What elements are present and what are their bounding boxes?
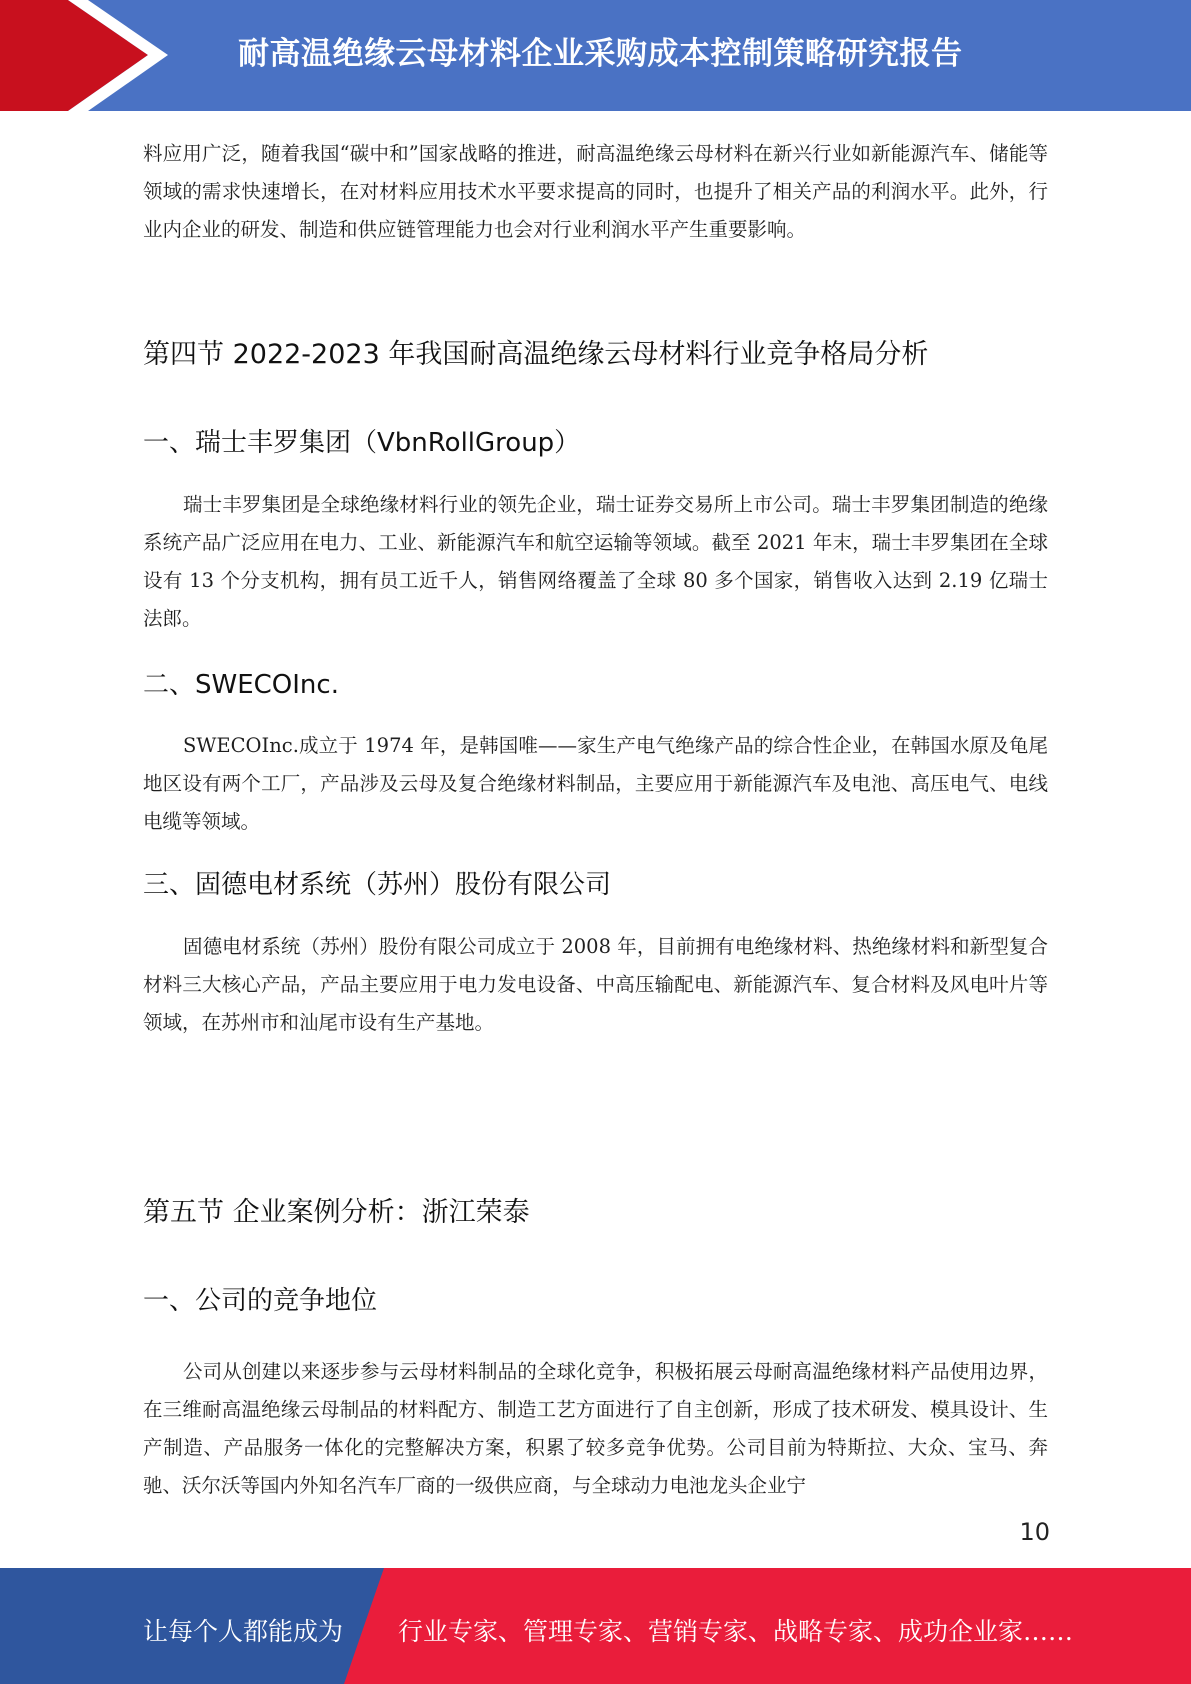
section-5-title: 第五节 企业案例分析：浙江荣泰 xyxy=(143,1197,530,1228)
subsection-competitive-position-text: 公司从创建以来逐步参与云母材料制品的全球化竞争，积极拓展云母耐高温绝缘材料产品使用边界，在三维耐高温绝缘云母制品的材料配方、制造工艺方面进行了自主创新，形成了技术研发、模具设计、生产制造、产品服务一体化的完整解决方案，积累了较多竞争优势。公司目前为特斯拉、大众、宝马、奔驰、沃尔沃等国内外知名汽车厂商的一级供应商，与全球动力电池龙头企业宁 xyxy=(143,1360,1048,1497)
header-banner xyxy=(0,0,1191,111)
footer-slogan-right: 行业专家、管理专家、营销专家、战略专家、成功企业家…… xyxy=(398,1617,1074,1646)
subsection-vonroll-heading: 一、瑞士丰罗集团（VbnRollGroup） xyxy=(143,428,581,458)
subsection-sweco-heading: 二、SWECOInc. xyxy=(143,670,339,700)
subsection-goode-heading: 三、固德电材系统（苏州）股份有限公司 xyxy=(143,870,612,900)
subsection-goode-text: 固德电材系统（苏州）股份有限公司成立于 2008 年，目前拥有电绝缘材料、热绝缘材料和新型复合材料三大核心产品，产品主要应用于电力发电设备、中高压输配电、新能源汽车、复合材料及风电叶片等领域，在苏州市和汕尾市设有生产基地。 xyxy=(143,935,1048,1034)
intro-paragraph: 料应用广泛，随着我国“碳中和”国家战略的推进，耐高温绝缘云母材料在新兴行业如新能源汽车、储能等领域的需求快速增长，在对材料应用技术水平要求提高的同时，也提升了相关产品的利润水平。此外，行业内企业的研发、制造和供应链管理能力也会对行业利润水平产生重要影响。 xyxy=(143,142,1048,241)
subsection-sweco-text: SWECOInc.成立于 1974 年，是韩国唯——家生产电气绝缘产品的综合性企业，在韩国水原及龟尾地区设有两个工厂，产品涉及云母及复合绝缘材料制品，主要应用于新能源汽车及电池、高压电气、电线电缆等领域。 xyxy=(143,734,1048,833)
section-4-title: 第四节 2022-2023 年我国耐高温绝缘云母材料行业竞争格局分析 xyxy=(143,339,929,370)
footer-slogan-left: 让每个人都能成为 xyxy=(143,1617,344,1646)
footer-banner xyxy=(0,1568,1191,1684)
page-number: 10 xyxy=(1019,1518,1050,1546)
subsection-competitive-position-heading: 一、公司的竞争地位 xyxy=(143,1286,378,1316)
report-title: 耐高温绝缘云母材料企业采购成本控制策略研究报告 xyxy=(238,36,963,72)
subsection-vonroll-text: 瑞士丰罗集团是全球绝缘材料行业的领先企业，瑞士证券交易所上市公司。瑞士丰罗集团制造的绝缘系统产品广泛应用在电力、工业、新能源汽车和航空运输等领域。截至 2021 年末，瑞士丰罗集团在全球设有 13 个分支机构，拥有员工近千人，销售网络覆盖了全球 80 多个国家，销售收入达到 2.19 亿瑞士法郎。 xyxy=(143,493,1048,630)
